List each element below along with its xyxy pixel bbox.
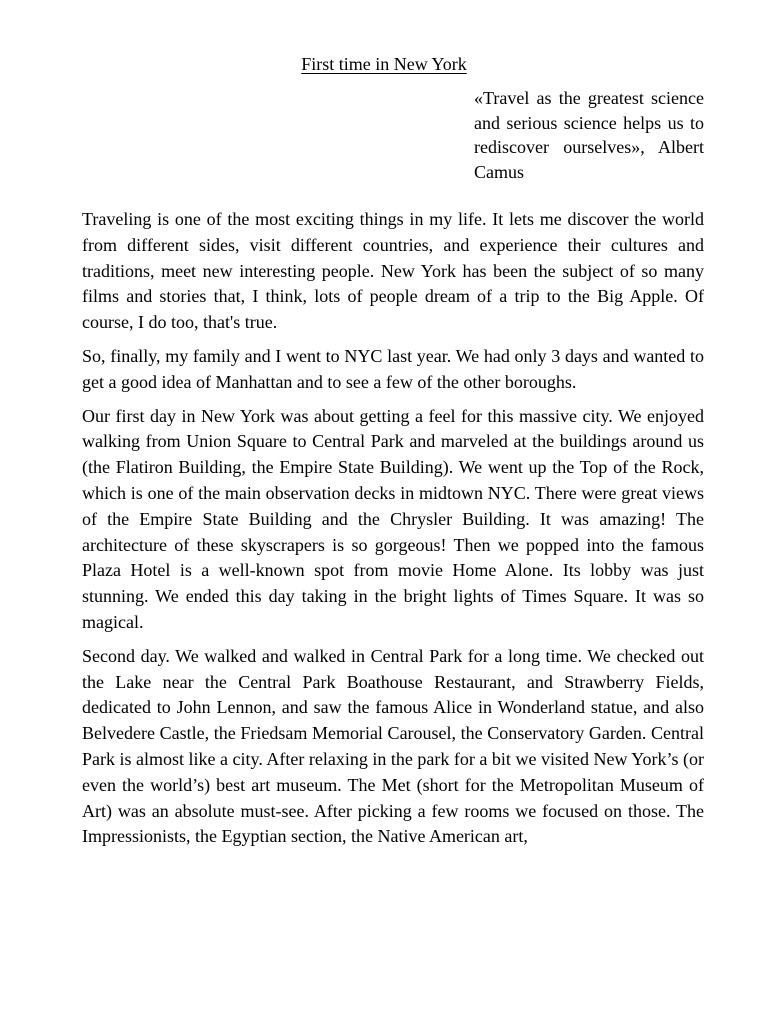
document-title: First time in New York xyxy=(301,54,467,74)
document-body xyxy=(82,207,704,858)
paragraph-day-two: Second day. We walked and walked in Central Park for a long time. We checked out the Lake near the Central Park Boathouse Restaurant, and Strawberry Fields, dedicated to John Lennon, and saw the famous Alice in Wonderland statue, and also Belvedere Castle, the Friedsam Memorial Carousel, the Conservatory Garden. Central Park is almost like a city. After relaxing in the park for a bit we visited New York’s (or even the world’s) best art museum. The Met (short for the Metropolitan Museum of Art) was an absolute must-see. After picking a few rooms we focused on those. The Impressionists, the Egyptian section, the Native American art, xyxy=(82,645,704,847)
epigraph-quote: «Travel as the greatest science and serious science helps us to rediscover ourselves», Albert Camus xyxy=(474,88,704,182)
paragraph-trip: So, finally, my family and I went to NYC last year. We had only 3 days and wanted to get a good idea of Manhattan and to see a few of the other boroughs. xyxy=(82,345,704,392)
paragraph-intro: Traveling is one of the most exciting things in my life. It lets me discover the world from different sides, visit different countries, and experience their cultures and traditions, meet new interesting people. New York has been the subject of so many films and stories that, I think, lots of people dream of a trip to the Big Apple. Of course, I do too, that's true. xyxy=(82,209,704,333)
paragraph-day-one: Our first day in New York was about getting a feel for this massive city. We enjoyed walking from Union Square to Central Park and marveled at the buildings around us (the Flatiron Building, the Empire State Building). We went up the Top of the Rock, which is one of the main observation decks in midtown NYC. There were great views of the Empire State Building and the Chrysler Building. It was amazing! The architecture of these skyscrapers is so gorgeous! Then we popped into the famous Plaza Hotel is a well-known spot from movie Home Alone. Its lobby was just stunning. We ended this day taking in the bright lights of Times Square. It was so magical. xyxy=(82,405,704,632)
